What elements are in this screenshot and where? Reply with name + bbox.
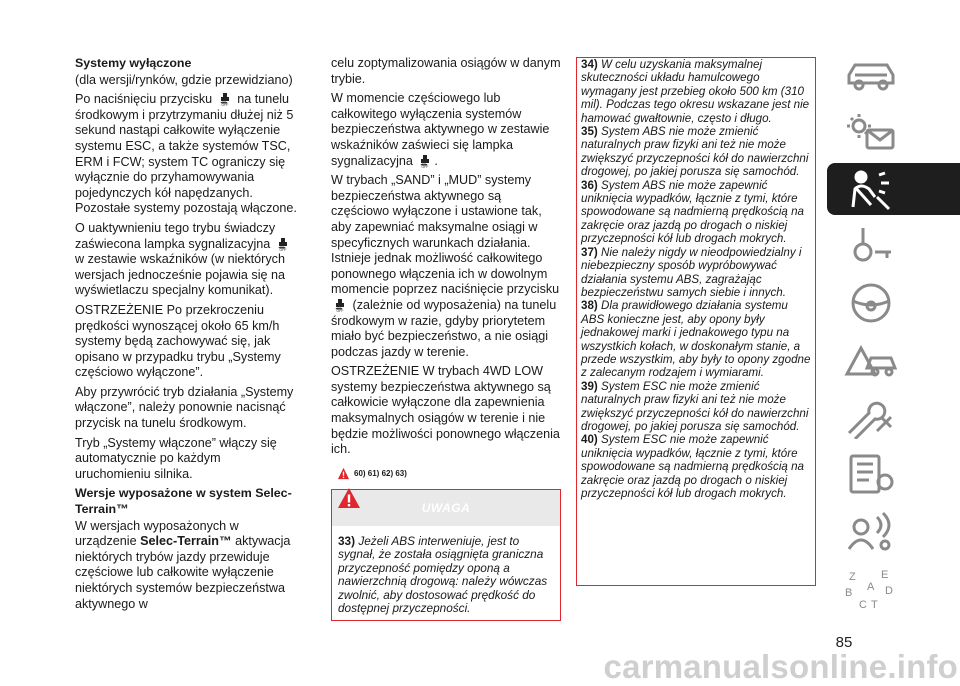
tab-start[interactable]: [827, 220, 960, 272]
warning-car-icon: [841, 338, 901, 382]
esc-off-icon: [218, 92, 232, 106]
heading-selec-terrain: Wersje wyposażone w system Selec-Terrain™: [75, 486, 292, 517]
esc-warning-light-icon: [418, 154, 432, 168]
paragraph: Aby przywrócić tryb działania „Systemy włączone”, należy ponownie nacisnąć przycisk na tunelu środkowym.: [75, 384, 294, 431]
notes-box: [576, 57, 816, 586]
note-text: W celu uzyskania maksymalnej skuteczności układu hamulcowego wymagany jest przebieg około 500 km (310 mil). Podczas tego okresu wskazane jest nie hamować gwałtownie, często i długo.: [581, 58, 810, 125]
column-left: [75, 56, 297, 616]
index-letter: D: [885, 585, 893, 597]
esc-off-warning-light-icon: [276, 237, 290, 251]
index-letter: C: [859, 599, 867, 610]
note-item: [577, 58, 815, 125]
note-number: 38): [581, 299, 598, 313]
car-icon: [841, 53, 901, 97]
index-letters-icon: [841, 566, 901, 610]
note-item: [577, 380, 815, 434]
key-start-icon: [841, 224, 901, 268]
paragraph: O uaktywnieniu tego trybu świadczy zaświecona lampka sygnalizacyjna OFF w zestawie wskaźników (w niektórych wersjach jednocześnie pojawia się na wyświetlaczu specjalny komunikat).: [75, 221, 297, 299]
note-number: 36): [581, 178, 598, 192]
paragraph: W wersjach wyposażonych w urządzenie Selec-Terrain™ aktywacja niektórych trybów jazdy przewiduje częściowe lub całkowite wyłączenie niektórych systemów bezpieczeństwa aktywnego w: [75, 518, 291, 611]
note-number: 39): [581, 379, 598, 393]
note-item: [577, 433, 815, 500]
esc-off-button-icon: [333, 298, 347, 312]
airbag-seatbelt-icon: [841, 167, 901, 211]
paragraph: W momencie częściowego lub całkowitego wyłączenia systemów bezpieczeństwa aktywnego w zestawie wskaźników zaświeci się lampka sygnalizacyjna OFF .: [331, 91, 550, 168]
tab-maintenance[interactable]: [827, 391, 960, 443]
svg-text:OFF: OFF: [279, 247, 287, 251]
tab-car[interactable]: [827, 49, 960, 101]
paragraph-warning: OSTRZEŻENIE W trybach 4WD LOW systemy bezpieczeństwa aktywnego są całkowicie wyłączone dla zapewnienia maksymalnych osiągów w terenie i nie będzie możliwości ponownego włączenia ich.: [331, 364, 560, 457]
note-item: [577, 299, 815, 379]
paragraph: celu zoptymalizowania osiągów w danym trybie.: [331, 56, 561, 86]
steering-wheel-icon: [841, 281, 901, 325]
svg-text:OFF: OFF: [221, 103, 229, 107]
note-item: [577, 179, 815, 246]
column-middle: [331, 56, 561, 481]
tab-driving[interactable]: [827, 277, 960, 329]
paragraph: W trybach „SAND” i „MUD” systemy bezpieczeństwa aktywnego są częściowo wyłączone i ustawione tak, aby zapewniać maksymalne osiągi w specyficznych warunkach działania. Istnieje jednak możliwość całkowitego ponownego włączenia ich w dowolnym momencie poprzez naciśnięcie przycisku OFF (zależnie od wyposażenia) na tunelu środkowym w razie, gdyby priorytetem miało być bezpieczeństwo, a nie osiągi podczas jazdy w terenie.: [331, 173, 560, 359]
note-number: 40): [581, 433, 598, 447]
tab-safety[interactable]: [827, 163, 960, 215]
caution-title: UWAGA: [421, 501, 471, 515]
index-letter: E: [881, 569, 889, 581]
note-number: 35): [581, 125, 598, 139]
note-text: System ESC nie może zapewnić uniknięcia wypadków, łącznie z tymi, które spowodowane są nadmierną prędkością na zakręcie oraz jazdą po drogach o niskiej przyczepności kół lub drogach mokrych.: [581, 433, 804, 500]
svg-text:OFF: OFF: [336, 308, 344, 312]
caution-header: [332, 490, 560, 526]
note-text: System ABS nie może zapewnić uniknięcia wypadków, łącznie z tymi, które spowodowane są nadmierną prędkością na zakręcie oraz jazdą po drogach o niskiej przyczepności kół lub drogach mokrych.: [581, 178, 804, 246]
warning-triangle-icon: [337, 467, 350, 480]
note-text: System ABS nie może zmienić naturalnych praw fizyki ani też nie może zwiększyć przyczepności kół do nawierzchni drogowej, po jakiej porusza się samochód.: [581, 125, 809, 179]
chapter-tabs: [827, 49, 960, 619]
tab-specifications[interactable]: [827, 448, 960, 500]
tab-multimedia[interactable]: [827, 505, 960, 557]
note-item: [577, 125, 815, 179]
note-text: Dla prawidłowego działania systemu ABS konieczne jest, aby opony były jednakowej marki i jednakowego typu na wszystkich kołach, w doskonałym stanie, a przede wszystkim, aby były to opony zgodne z zalecanym rodzajem i wymiarami.: [581, 299, 811, 380]
multimedia-icon: [841, 509, 901, 553]
warning-references: 60) 61) 62) 63): [337, 466, 561, 482]
note-text: Nie należy nigdy w nieodpowiedzialny i niebezpieczny sposób wypróbowywać działania systemu ABS, zagrażając bezpieczeństwu samych siebie i innych.: [581, 245, 802, 299]
notes-list: [577, 58, 815, 500]
index-letter: Z: [849, 571, 856, 583]
paragraph-warning: OSTRZEŻENIE Po przekroczeniu prędkości wynoszącej około 65 km/h systemy będą zachowywać się, jak opisano w przypadku trybu „Systemy częściowo wyłączone”.: [75, 302, 281, 380]
caution-box: [331, 489, 561, 621]
note-text: System ESC nie może zmienić naturalnych praw fizyki ani też nie może zwiększyć przyczepności kół do nawierzchni drogowej, po jakiej porusza się samochód.: [581, 379, 809, 433]
index-letter: A: [867, 581, 875, 593]
paragraph: Po naciśnięciu przycisku OFF na tunelu środkowym i przytrzymaniu dłużej niż 5 sekund nastąpi całkowite wyłączenie systemu ESC, a także systemów TSC, ERM i FCW; system TC ograniczy się wyłącznie do przyhamowywania pojedynczych kół napędzanych. Pozostałe systemy pozostają włączone.: [75, 92, 297, 216]
page-number: 85: [835, 634, 853, 651]
note-number: 34): [581, 58, 598, 71]
note-number: 37): [581, 245, 598, 259]
index-letter: B: [845, 587, 853, 599]
caution-text: 33) Jeżeli ABS interweniuje, jest to sygnał, że została osiągnięta graniczna przyczepność pomiędzy oponą a nawierzchnią drogową: należy wówczas zwolnić, aby dostosować prędkość do dostępnej przyczepności.: [338, 534, 548, 616]
service-wrench-icon: [841, 395, 901, 439]
tab-index[interactable]: [827, 562, 960, 614]
dashboard-lights-icon: [841, 110, 901, 154]
specifications-icon: [841, 452, 901, 496]
note-item: [577, 246, 815, 300]
tab-emergency[interactable]: [827, 334, 960, 386]
heading-systems-off: Systemy wyłączone: [75, 56, 192, 70]
tab-dashboard[interactable]: [827, 106, 960, 158]
paragraph: (dla wersji/rynków, gdzie przewidziano): [75, 72, 293, 87]
index-letter: T: [871, 599, 878, 610]
svg-text:OFF: OFF: [421, 164, 429, 168]
paragraph: Tryb „Systemy włączone” włączy się automatycznie po każdym uruchomieniu silnika.: [75, 435, 277, 481]
watermark: carmanualsonline.info: [603, 648, 958, 685]
